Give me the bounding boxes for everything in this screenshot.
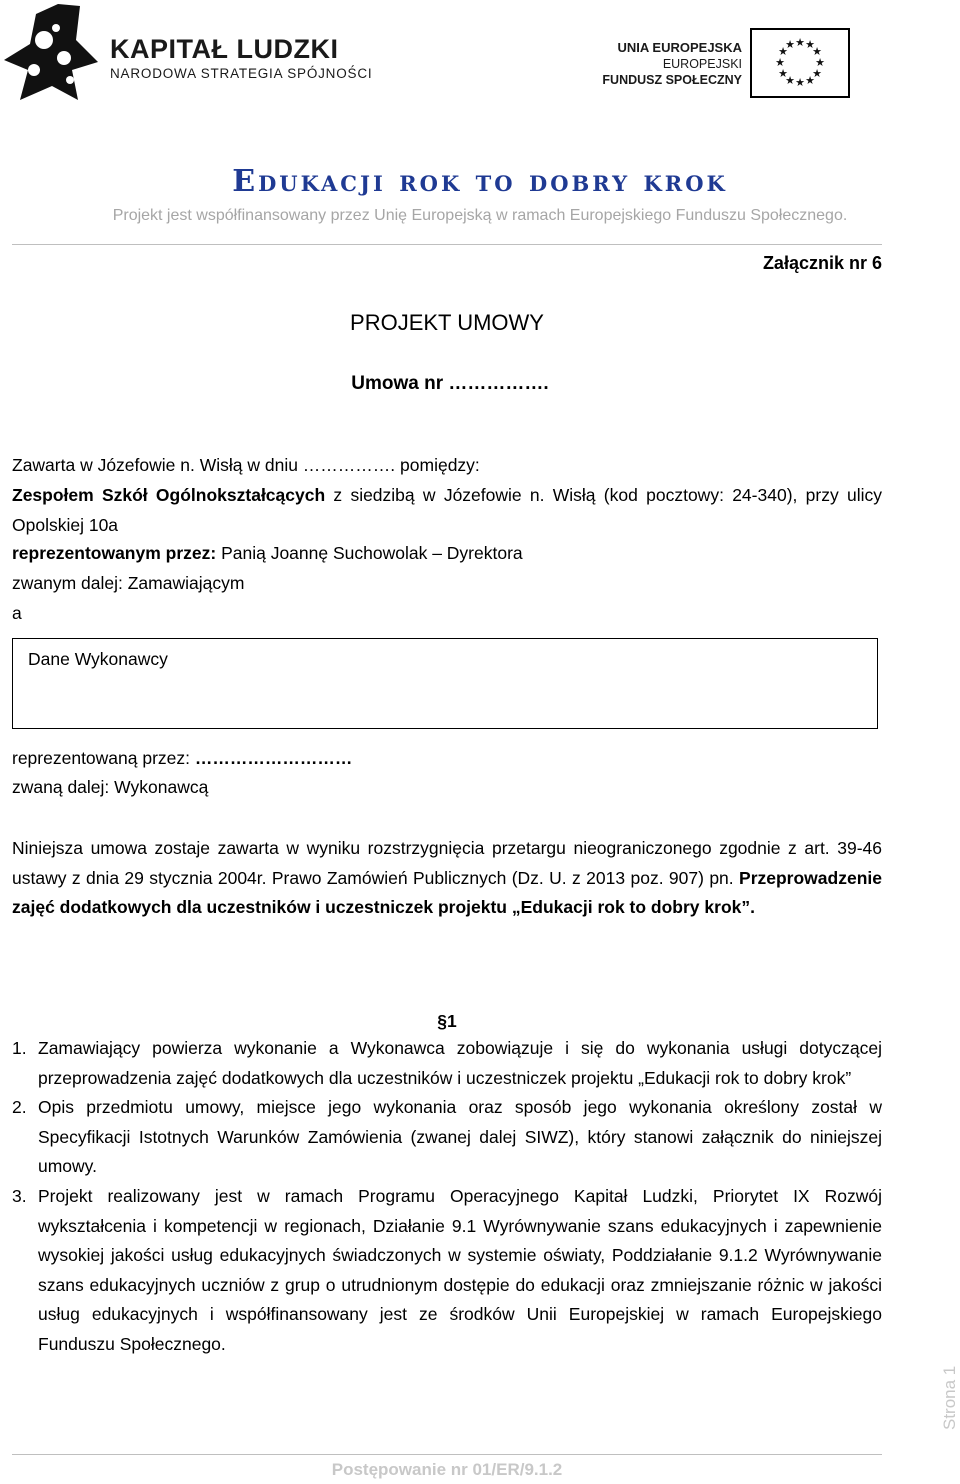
represented2-label: reprezentowaną przez:: [12, 748, 195, 768]
list-item: [12, 1034, 882, 1093]
kapital-ludzki-logo: [0, 0, 380, 108]
kapital-ludzki-subtitle: NARODOWA STRATEGIA SPÓJNOŚCI: [110, 66, 373, 81]
party1-name: Zespołem Szkół Ogólnokształcących: [12, 485, 326, 505]
eu-logo-line1: UNIA EUROPEJSKA: [617, 40, 742, 55]
list-item: [12, 1182, 882, 1360]
called-zamawiajacy: zwanym dalej: Zamawiającym: [12, 573, 245, 593]
intro-paragraph: [12, 834, 882, 923]
svg-text:★: ★: [795, 76, 805, 89]
svg-text:★: ★: [795, 36, 805, 49]
project-subtitle: Projekt jest współfinansowany przez Unię Europejską w ramach Europejskiego Funduszu Społecznego.: [112, 207, 848, 224]
contractor-data-label: Dane Wykonawcy: [28, 649, 168, 669]
svg-text:★: ★: [778, 67, 788, 80]
footer-divider: [12, 1454, 882, 1455]
svg-text:★: ★: [778, 45, 788, 58]
item-text: Projekt realizowany jest w ramach Programu Operacyjnego Kapitał Ludzki, Priorytet IX Rozwój wykształcenia i kompetencji w regionach, Działanie 9.1 Wyrównywanie szans edukacyjnych i zapewnienie wysokiej jakości usług edukacyjnych świadczonych w systemie oświaty, Poddziałanie 9.1.2 Wyrównywanie szans edukacyjnych uczniów z grup o utrudnionym dostępie do edukacji oraz zmniejszanie różnic w jakości usług edukacyjnych i współfinansowany jest ze środków Unii Europejskiej w ramach Europejskiego Funduszu Społecznego.: [38, 1185, 882, 1354]
kapital-ludzki-star-icon: [0, 0, 108, 108]
intro-bold: Przeprowadzenie zajęć dodatkowych dla uczestników i uczestniczek projektu „Edukacji rok to dobry krok”.: [12, 867, 882, 918]
contract-number: Umowa nr …………….: [351, 373, 549, 394]
project-title: Edukacji rok to dobry krok: [232, 164, 728, 199]
item-number: 1.: [12, 1038, 27, 1058]
svg-text:★: ★: [805, 74, 815, 87]
intro-text: Niniejsza umowa zostaje zawarta w wyniku rozstrzygnięcia przetargu nieograniczonego zgodnie z art. 39-46 ustawy z dnia 29 stycznia 2004r. Prawo Zamówień Publicznych (Dz. U. z 2013 poz. 907) pn.: [12, 838, 882, 888]
party1-address: z siedzibą w Józefowie n. Wisłą (kod pocztowy: 24-340), przy ulicy Opolskiej 10a: [12, 485, 882, 535]
kapital-ludzki-title: KAPITAŁ LUDZKI: [110, 34, 339, 64]
document-title: PROJEKT UMOWY: [350, 310, 544, 335]
svg-text:★: ★: [815, 56, 825, 69]
called-wykonawca: zwaną dalej: Wykonawcą: [12, 777, 209, 797]
svg-text:★: ★: [775, 56, 785, 69]
svg-text:★: ★: [785, 74, 795, 87]
represented-label: reprezentowanym przez:: [12, 543, 217, 563]
svg-text:★: ★: [812, 67, 822, 80]
item-text: Opis przedmiotu umowy, miejsce jego wykonania oraz sposób jego wykonania określony został w Specyfikacji Istotnych Warunków Zamówienia (zwanej dalej SIWZ), który stanowi załącznik do niniejszej umowy.: [38, 1097, 882, 1177]
list-item: [12, 1093, 882, 1182]
represented-value: Panią Joannę Suchowolak – Dyrektora: [216, 543, 523, 563]
section-items: [12, 1034, 882, 1360]
party1-paragraph: [12, 481, 882, 540]
item-number: 2.: [12, 1097, 27, 1118]
svg-text:★: ★: [785, 38, 795, 51]
eu-logo: [600, 28, 860, 102]
procedure-number: Postępowanie nr 01/ER/9.1.2: [331, 1460, 563, 1479]
and-conjunction: a: [12, 603, 22, 623]
svg-text:★: ★: [812, 45, 822, 58]
eu-flag-icon: [750, 28, 850, 98]
eu-logo-line2: EUROPEJSKI: [662, 57, 742, 71]
header-divider: [12, 244, 882, 245]
item-text: Zamawiający powierza wykonanie a Wykonawca zobowiązuje i się do wykonania usługi dotyczącej przeprowadzenia zajęć dodatkowych dla uczestników i uczestniczek projektu „Edukacji rok to dobry krok”: [38, 1038, 882, 1088]
eu-logo-line3: FUNDUSZ SPOŁECZNY: [602, 73, 742, 87]
section-number: §1: [437, 1011, 457, 1031]
contractor-data-box: [12, 638, 878, 729]
represented-line: [12, 543, 523, 564]
represented2-value: ………………………: [194, 748, 353, 768]
concluded-line: Zawarta w Józefowie n. Wisłą w dniu ……………. pomiędzy:: [12, 455, 480, 475]
page-number: Strona 1: [940, 1365, 959, 1430]
represented2-line: [12, 748, 352, 769]
svg-text:★: ★: [805, 38, 815, 51]
attachment-label: Załącznik nr 6: [762, 253, 882, 273]
item-number: 3.: [12, 1185, 27, 1206]
